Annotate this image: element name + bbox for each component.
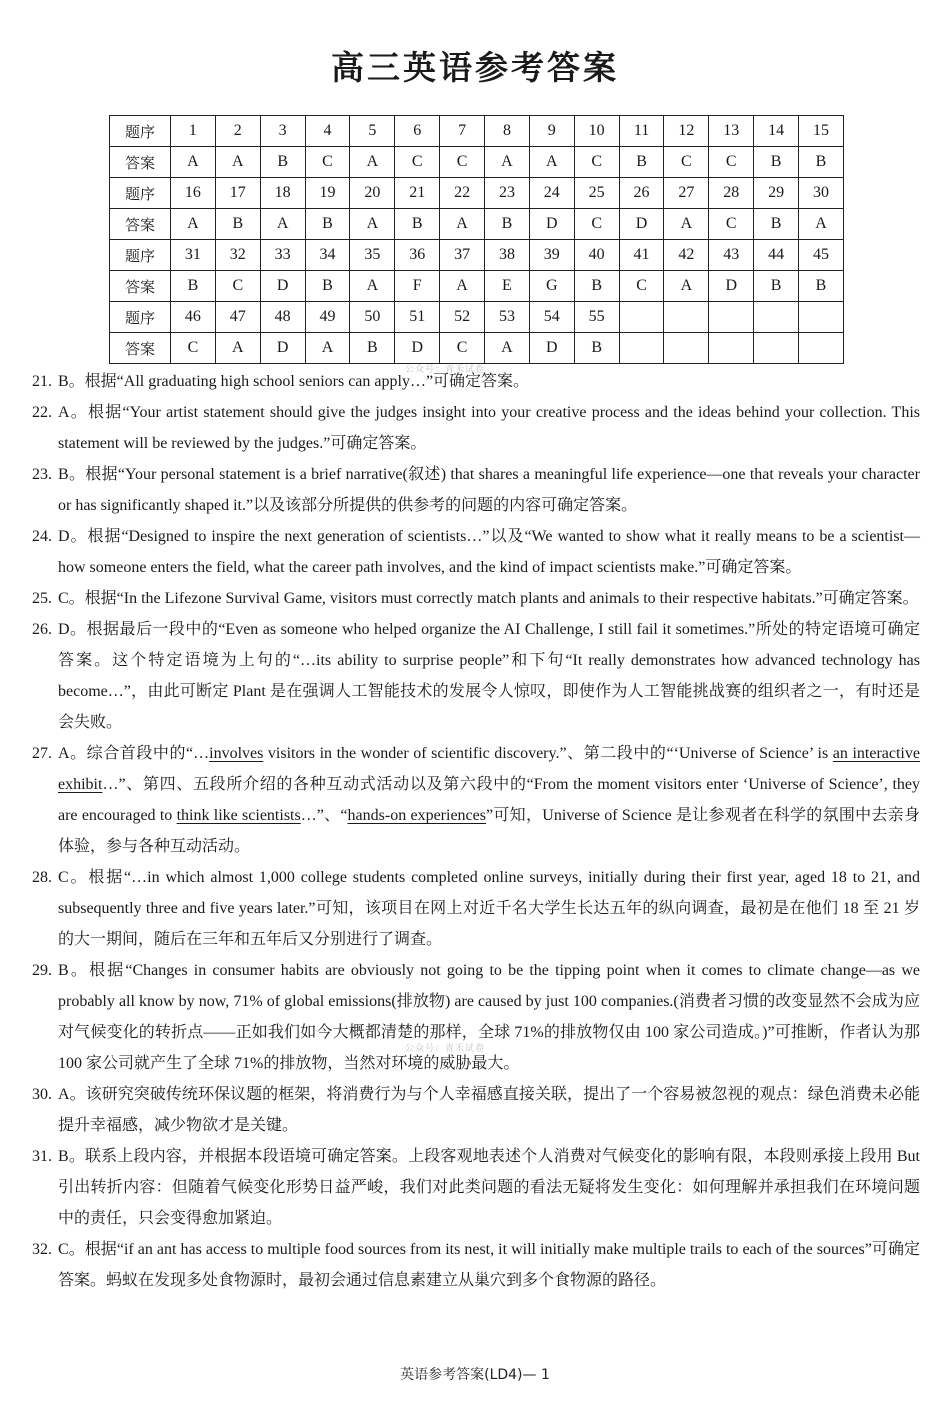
question-number-cell: 41 — [619, 240, 664, 271]
answer-cell: A — [485, 333, 530, 364]
answer-cell: C — [440, 147, 485, 178]
answer-cell: C — [664, 147, 709, 178]
question-number-cell: 31 — [171, 240, 216, 271]
explanation-28: 28. C。根据“…in which almost 1,000 college students completed online surveys, initially during their first year, aged 18 to 21, and subsequently three and five years later.”可知，该项目在网上对近千名大学生长达五年的纵向调查，最初是在他们 18 至 21 岁的大一期间，随后在三年和五年后又分别进行了调查。 — [32, 869, 920, 948]
question-number-cell: 16 — [171, 178, 216, 209]
answer-cell: C — [171, 333, 216, 364]
answer-table — [109, 115, 844, 364]
answer-cell: A — [260, 209, 305, 240]
question-number-cell: 21 — [395, 178, 440, 209]
question-row — [110, 302, 844, 333]
question-number-cell: 48 — [260, 302, 305, 333]
question-number-cell: 51 — [395, 302, 440, 333]
answer-cell: A — [305, 333, 350, 364]
answer-cell: B — [619, 147, 664, 178]
answer-cell: B — [171, 271, 216, 302]
explanation-27: 27. A。综合首段中的“…involves visitors in the wonder of scientific discovery.”、第二段中的“‘Universe of Science’ is an interactive exhibit…”、第四、五段所介绍的各种互动式活动以及第六段中的“From the moment visitors enter ‘Universe of Science’, they are encouraged to think like scientists…”、“hands-on experiences”可知，Universe of Science 是让参观者在科学的氛围中去亲身体验，参与各种互动活动。 — [32, 745, 921, 855]
answer-cell: B — [754, 147, 799, 178]
answer-cell: C — [215, 271, 260, 302]
answer-cell — [709, 333, 754, 364]
answer-cell: B — [754, 209, 799, 240]
question-number-cell: 19 — [305, 178, 350, 209]
answer-cell — [619, 333, 664, 364]
explanation-30: 30. A。该研究突破传统环保议题的框架，将消费行为与个人幸福感直接关联，提出了一个容易被忽视的观点：绿色消费未必能提升幸福感，减少物欲才是关键。 — [32, 1086, 920, 1134]
answer-cell: A — [350, 209, 395, 240]
question-label: 题序 — [110, 302, 171, 333]
answer-cell: A — [440, 209, 485, 240]
answer-cell: A — [350, 147, 395, 178]
answer-cell: D — [709, 271, 754, 302]
answer-cell: C — [440, 333, 485, 364]
answer-cell: D — [529, 209, 574, 240]
question-number-cell — [754, 302, 799, 333]
question-number-cell: 36 — [395, 240, 440, 271]
answer-cell: A — [171, 209, 216, 240]
question-number-cell: 34 — [305, 240, 350, 271]
underlined-phrase: involves — [209, 745, 264, 762]
answer-cell: D — [529, 333, 574, 364]
explanations — [32, 366, 920, 1296]
question-number-cell: 3 — [260, 116, 305, 147]
question-number-cell: 35 — [350, 240, 395, 271]
question-number-cell: 54 — [529, 302, 574, 333]
question-number-cell — [799, 302, 844, 333]
answer-cell: B — [574, 271, 619, 302]
explanation-23: 23. B。根据“Your personal statement is a brief narrative(叙述) that shares a meaningful life experience—one that reveals your character or has significantly shaped it.”以及该部分所提供的供参考的问题的内容可确定答案。 — [32, 466, 920, 514]
question-number-cell: 2 — [215, 116, 260, 147]
answer-cell: B — [395, 209, 440, 240]
answer-cell: C — [709, 147, 754, 178]
question-number-cell: 24 — [529, 178, 574, 209]
question-row — [110, 178, 844, 209]
question-number-cell: 4 — [305, 116, 350, 147]
question-number-cell: 10 — [574, 116, 619, 147]
question-number-cell: 52 — [440, 302, 485, 333]
answer-cell: A — [215, 147, 260, 178]
answer-cell: C — [709, 209, 754, 240]
answer-cell: B — [799, 147, 844, 178]
answer-row — [110, 271, 844, 302]
answer-cell: B — [485, 209, 530, 240]
answer-cell: A — [664, 271, 709, 302]
answer-cell: A — [799, 209, 844, 240]
underlined-phrase: think like scientists — [176, 807, 301, 824]
page-footer: 英语参考答案(LD4)— 1 — [400, 1367, 550, 1383]
answer-cell — [754, 333, 799, 364]
explanation-24: 24. D。根据“Designed to inspire the next generation of scientists…”以及“We wanted to show what it really means to be a scientist—how someone enters the field, what the career path involves, and the kind of impact scientists make.”可确定答案。 — [32, 528, 920, 576]
answer-cell: C — [574, 209, 619, 240]
question-number-cell: 42 — [664, 240, 709, 271]
question-number-cell: 49 — [305, 302, 350, 333]
answer-cell: E — [485, 271, 530, 302]
answer-label: 答案 — [110, 271, 171, 302]
watermark-2: 公众号：青禾试卷 — [405, 1044, 486, 1054]
watermark-1: 公众号：青禾试卷 — [405, 365, 486, 375]
question-number-cell: 45 — [799, 240, 844, 271]
question-number-cell: 37 — [440, 240, 485, 271]
question-number-cell: 22 — [440, 178, 485, 209]
question-number-cell: 15 — [799, 116, 844, 147]
question-number-cell: 28 — [709, 178, 754, 209]
question-number-cell: 33 — [260, 240, 305, 271]
question-label: 题序 — [110, 178, 171, 209]
question-number-cell — [709, 302, 754, 333]
page-title: 高三英语参考答案 — [331, 48, 619, 87]
answer-cell: C — [574, 147, 619, 178]
question-number-cell: 18 — [260, 178, 305, 209]
answer-cell: A — [440, 271, 485, 302]
question-number-cell: 6 — [395, 116, 440, 147]
answer-cell: C — [619, 271, 664, 302]
question-row — [110, 116, 844, 147]
answer-label: 答案 — [110, 209, 171, 240]
question-number-cell: 40 — [574, 240, 619, 271]
explanation-21: 21. B。根据“All graduating high school seniors can apply…”可确定答案。 — [32, 373, 530, 390]
answer-cell: A — [485, 147, 530, 178]
answer-cell: B — [574, 333, 619, 364]
question-number-cell: 29 — [754, 178, 799, 209]
question-number-cell: 44 — [754, 240, 799, 271]
answer-cell: B — [260, 147, 305, 178]
answer-cell: G — [529, 271, 574, 302]
explanation-32: 32. C。根据“if an ant has access to multiple food sources from its nest, it will initially make multiple trails to each of the sources”可确定答案。蚂蚁在发现多处食物源时，最初会通过信息素建立从巢穴到多个食物源的路径。 — [32, 1241, 920, 1289]
answer-cell: D — [395, 333, 440, 364]
question-number-cell: 32 — [215, 240, 260, 271]
question-number-cell: 55 — [574, 302, 619, 333]
question-number-cell: 5 — [350, 116, 395, 147]
answer-cell — [664, 333, 709, 364]
question-number-cell: 11 — [619, 116, 664, 147]
explanation-31: 31. B。联系上段内容，并根据本段语境可确定答案。上段客观地表述个人消费对气候变化的影响有限，本段则承接上段用 But 引出转折内容：但随着气候变化形势日益严峻，我们对此类问题的看法无疑将发生变化：如何理解并承担我们在环境问题中的责任，只会变得愈加紧迫。 — [32, 1148, 920, 1227]
question-number-cell: 23 — [485, 178, 530, 209]
question-number-cell: 26 — [619, 178, 664, 209]
answer-cell: B — [350, 333, 395, 364]
question-number-cell: 1 — [171, 116, 216, 147]
question-row — [110, 240, 844, 271]
question-number-cell: 7 — [440, 116, 485, 147]
answer-cell: B — [215, 209, 260, 240]
explanation-22: 22. A。根据“Your artist statement should give the judges insight into your creative process and the ideas behind your collection. This statement will be reviewed by the judges.”可确定答案。 — [32, 404, 920, 452]
answer-cell: A — [664, 209, 709, 240]
question-number-cell: 47 — [215, 302, 260, 333]
question-number-cell: 38 — [485, 240, 530, 271]
answer-cell: B — [305, 271, 350, 302]
explanation-26: 26. D。根据最后一段中的“Even as someone who helped organize the AI Challenge, I still fail it sometimes.”所处的特定语境可确定答案。这个特定语境为上句的“…its ability to surprise people”和下句“It really demonstrates how advanced technology has become…”，由此可断定 Plant 是在强调人工智能技术的发展令人惊叹，即使作为人工智能挑战赛的组织者之一，有时还是会失败。 — [32, 621, 920, 731]
answer-cell: A — [529, 147, 574, 178]
question-number-cell: 17 — [215, 178, 260, 209]
question-number-cell: 30 — [799, 178, 844, 209]
answer-cell: C — [395, 147, 440, 178]
question-number-cell: 46 — [171, 302, 216, 333]
question-number-cell: 13 — [709, 116, 754, 147]
answer-cell: C — [305, 147, 350, 178]
question-number-cell: 9 — [529, 116, 574, 147]
question-number-cell — [619, 302, 664, 333]
answer-cell: B — [754, 271, 799, 302]
answer-cell: D — [619, 209, 664, 240]
answer-cell: A — [215, 333, 260, 364]
question-number-cell: 53 — [485, 302, 530, 333]
question-number-cell: 8 — [485, 116, 530, 147]
answer-cell: D — [260, 271, 305, 302]
answer-cell: A — [171, 147, 216, 178]
answer-row — [110, 147, 844, 178]
answer-cell: F — [395, 271, 440, 302]
question-number-cell: 39 — [529, 240, 574, 271]
answer-cell — [799, 333, 844, 364]
answer-cell: A — [350, 271, 395, 302]
question-label: 题序 — [110, 240, 171, 271]
question-number-cell: 20 — [350, 178, 395, 209]
answer-label: 答案 — [110, 147, 171, 178]
answer-label: 答案 — [110, 333, 171, 364]
question-number-cell: 14 — [754, 116, 799, 147]
answer-row — [110, 333, 844, 364]
answer-cell: B — [799, 271, 844, 302]
question-number-cell: 27 — [664, 178, 709, 209]
question-number-cell: 50 — [350, 302, 395, 333]
answer-cell: B — [305, 209, 350, 240]
question-number-cell: 12 — [664, 116, 709, 147]
underlined-phrase: hands-on experiences — [347, 807, 486, 824]
explanation-29: 29. B。根据“Changes in consumer habits are obviously not going to be the tipping point when it comes to climate change—as we probably all know by now, 71% of global emissions(排放物) are caused by just 100 companies.(消费者习惯的改变显然不会成为应对气候变化的转折点——正如我们如今大概都清楚的那样，全球 71%的排放物仅由 100 家公司造成。)”可推断，作者认为那 100 家公司就产生了全球 71%的排放物，当然对环境的威胁最大。 — [32, 962, 920, 1072]
question-number-cell — [664, 302, 709, 333]
explanation-25: 25. C。根据“In the Lifezone Survival Game, visitors must correctly match plants and animals to their respective habitats.”可确定答案。 — [32, 590, 919, 607]
answer-cell: D — [260, 333, 305, 364]
question-number-cell: 25 — [574, 178, 619, 209]
answer-row — [110, 209, 844, 240]
question-number-cell: 43 — [709, 240, 754, 271]
underlined-phrase: an interactive exhibit — [58, 745, 920, 793]
question-label: 题序 — [110, 116, 171, 147]
